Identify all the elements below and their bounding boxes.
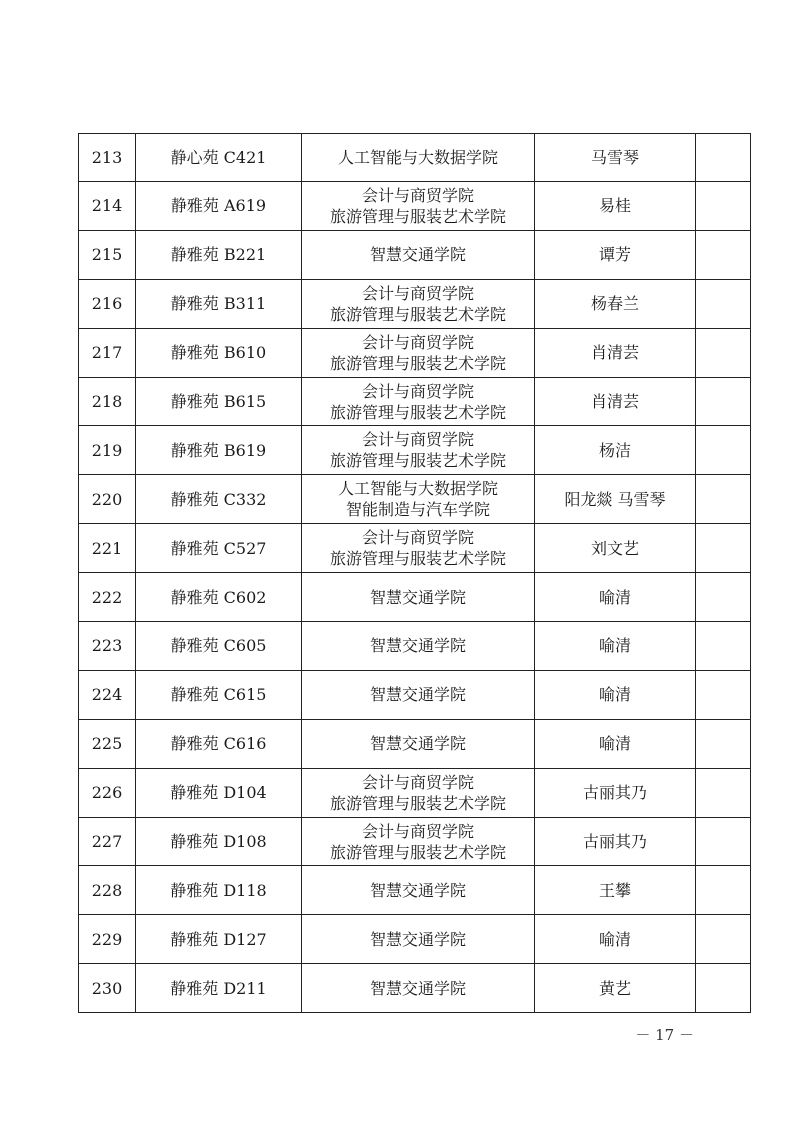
table-row xyxy=(79,670,751,719)
table-row xyxy=(79,915,751,964)
college-name: 旅游管理与服装艺术学院 xyxy=(329,402,506,422)
dorm-room-cell: 静雅苑 C332 xyxy=(136,475,302,524)
remarks-cell xyxy=(696,719,751,768)
table-row xyxy=(79,377,751,426)
table-row xyxy=(79,134,751,182)
row-number-cell: 218 xyxy=(79,377,136,426)
table-row xyxy=(79,328,751,377)
dorm-room-cell: 静雅苑 B619 xyxy=(136,426,302,475)
table-row xyxy=(79,475,751,524)
college-cell xyxy=(302,426,535,475)
table-row xyxy=(79,573,751,622)
college-cell xyxy=(302,279,535,328)
dorm-room-cell: 静雅苑 B311 xyxy=(136,279,302,328)
college-name: 旅游管理与服装艺术学院 xyxy=(329,304,506,324)
college-name: 旅游管理与服装艺术学院 xyxy=(329,353,506,373)
remarks-cell xyxy=(696,182,751,231)
remarks-cell xyxy=(696,279,751,328)
college-name: 旅游管理与服装艺术学院 xyxy=(329,206,506,226)
college-name: 会计与商贸学院 xyxy=(361,283,474,303)
responsible-person-cell: 杨春兰 xyxy=(535,279,696,328)
college-name: 会计与商贸学院 xyxy=(361,332,474,352)
row-number-cell: 219 xyxy=(79,426,136,475)
remarks-cell xyxy=(696,866,751,915)
college-cell xyxy=(302,377,535,426)
dorm-room-cell: 静雅苑 C616 xyxy=(136,719,302,768)
college-name: 智能制造与汽车学院 xyxy=(345,500,490,520)
row-number-cell: 224 xyxy=(79,670,136,719)
dorm-room-cell: 静雅苑 D108 xyxy=(136,817,302,866)
table-row xyxy=(79,964,751,1013)
remarks-cell xyxy=(696,377,751,426)
responsible-person-cell: 马雪琴 xyxy=(535,134,696,182)
college-name: 智慧交通学院 xyxy=(369,685,466,705)
college-cell xyxy=(302,817,535,866)
college-cell xyxy=(302,134,535,182)
college-cell xyxy=(302,328,535,377)
college-name: 智慧交通学院 xyxy=(369,880,466,900)
row-number-cell: 228 xyxy=(79,866,136,915)
college-name: 人工智能与大数据学院 xyxy=(337,479,498,499)
responsible-person-cell: 肖清芸 xyxy=(535,328,696,377)
remarks-cell xyxy=(696,964,751,1013)
remarks-cell xyxy=(696,524,751,573)
dormitory-table xyxy=(78,133,751,1013)
college-cell xyxy=(302,622,535,671)
remarks-cell xyxy=(696,475,751,524)
row-number-cell: 222 xyxy=(79,573,136,622)
college-name: 智慧交通学院 xyxy=(369,636,466,656)
remarks-cell xyxy=(696,670,751,719)
dorm-room-cell: 静雅苑 C527 xyxy=(136,524,302,573)
row-number-cell: 230 xyxy=(79,964,136,1013)
remarks-cell xyxy=(696,230,751,279)
row-number-cell: 220 xyxy=(79,475,136,524)
table-row xyxy=(79,182,751,231)
responsible-person-cell: 古丽其乃 xyxy=(535,768,696,817)
responsible-person-cell: 喻清 xyxy=(535,915,696,964)
college-name: 智慧交通学院 xyxy=(369,587,466,607)
row-number-cell: 227 xyxy=(79,817,136,866)
dorm-room-cell: 静雅苑 D118 xyxy=(136,866,302,915)
row-number-cell: 217 xyxy=(79,328,136,377)
responsible-person-cell: 肖清芸 xyxy=(535,377,696,426)
row-number-cell: 213 xyxy=(79,134,136,182)
college-name: 会计与商贸学院 xyxy=(361,430,474,450)
college-name: 会计与商贸学院 xyxy=(361,528,474,548)
row-number-cell: 223 xyxy=(79,622,136,671)
dorm-room-cell: 静雅苑 C615 xyxy=(136,670,302,719)
responsible-person-cell: 喻清 xyxy=(535,670,696,719)
row-number-cell: 215 xyxy=(79,230,136,279)
row-number-cell: 225 xyxy=(79,719,136,768)
dorm-room-cell: 静雅苑 B610 xyxy=(136,328,302,377)
row-number-cell: 221 xyxy=(79,524,136,573)
table-row xyxy=(79,426,751,475)
responsible-person-cell: 杨洁 xyxy=(535,426,696,475)
college-cell xyxy=(302,964,535,1013)
college-name: 旅游管理与服装艺术学院 xyxy=(329,842,506,862)
responsible-person-cell: 黄艺 xyxy=(535,964,696,1013)
college-cell xyxy=(302,230,535,279)
college-name: 会计与商贸学院 xyxy=(361,185,474,205)
row-number-cell: 229 xyxy=(79,915,136,964)
table-row xyxy=(79,622,751,671)
college-name: 智慧交通学院 xyxy=(369,734,466,754)
remarks-cell xyxy=(696,426,751,475)
dormitory-table-body xyxy=(79,134,751,1013)
college-name: 智慧交通学院 xyxy=(369,929,466,949)
college-cell xyxy=(302,768,535,817)
remarks-cell xyxy=(696,328,751,377)
college-name: 会计与商贸学院 xyxy=(361,381,474,401)
college-name: 会计与商贸学院 xyxy=(361,821,474,841)
table-row xyxy=(79,817,751,866)
remarks-cell xyxy=(696,622,751,671)
responsible-person-cell: 古丽其乃 xyxy=(535,817,696,866)
responsible-person-cell: 王攀 xyxy=(535,866,696,915)
page-number: － 17 － xyxy=(635,1026,694,1044)
dorm-room-cell: 静心苑 C421 xyxy=(136,134,302,182)
table-row xyxy=(79,524,751,573)
dorm-room-cell: 静雅苑 D211 xyxy=(136,964,302,1013)
college-name: 旅游管理与服装艺术学院 xyxy=(329,451,506,471)
dorm-room-cell: 静雅苑 B221 xyxy=(136,230,302,279)
table-row xyxy=(79,279,751,328)
remarks-cell xyxy=(696,915,751,964)
college-cell xyxy=(302,573,535,622)
table-row xyxy=(79,768,751,817)
dorm-room-cell: 静雅苑 B615 xyxy=(136,377,302,426)
responsible-person-cell: 喻清 xyxy=(535,573,696,622)
table-row xyxy=(79,230,751,279)
dorm-room-cell: 静雅苑 D104 xyxy=(136,768,302,817)
remarks-cell xyxy=(696,768,751,817)
college-cell xyxy=(302,866,535,915)
college-name: 智慧交通学院 xyxy=(369,245,466,265)
remarks-cell xyxy=(696,134,751,182)
row-number-cell: 226 xyxy=(79,768,136,817)
college-name: 智慧交通学院 xyxy=(369,978,466,998)
table-row xyxy=(79,719,751,768)
row-number-cell: 214 xyxy=(79,182,136,231)
responsible-person-cell: 刘文艺 xyxy=(535,524,696,573)
row-number-cell: 216 xyxy=(79,279,136,328)
responsible-person-cell: 阳龙燚 马雪琴 xyxy=(535,475,696,524)
college-cell xyxy=(302,524,535,573)
dorm-room-cell: 静雅苑 C602 xyxy=(136,573,302,622)
dorm-room-cell: 静雅苑 D127 xyxy=(136,915,302,964)
remarks-cell xyxy=(696,817,751,866)
responsible-person-cell: 喻清 xyxy=(535,622,696,671)
dorm-room-cell: 静雅苑 C605 xyxy=(136,622,302,671)
table-row xyxy=(79,866,751,915)
college-name: 人工智能与大数据学院 xyxy=(337,148,498,167)
college-name: 旅游管理与服装艺术学院 xyxy=(329,793,506,813)
responsible-person-cell: 易桂 xyxy=(535,182,696,231)
college-name: 旅游管理与服装艺术学院 xyxy=(329,549,506,569)
responsible-person-cell: 谭芳 xyxy=(535,230,696,279)
dorm-room-cell: 静雅苑 A619 xyxy=(136,182,302,231)
college-cell xyxy=(302,670,535,719)
college-cell xyxy=(302,719,535,768)
college-name: 会计与商贸学院 xyxy=(361,772,474,792)
responsible-person-cell: 喻清 xyxy=(535,719,696,768)
college-cell xyxy=(302,182,535,231)
college-cell xyxy=(302,475,535,524)
remarks-cell xyxy=(696,573,751,622)
college-cell xyxy=(302,915,535,964)
